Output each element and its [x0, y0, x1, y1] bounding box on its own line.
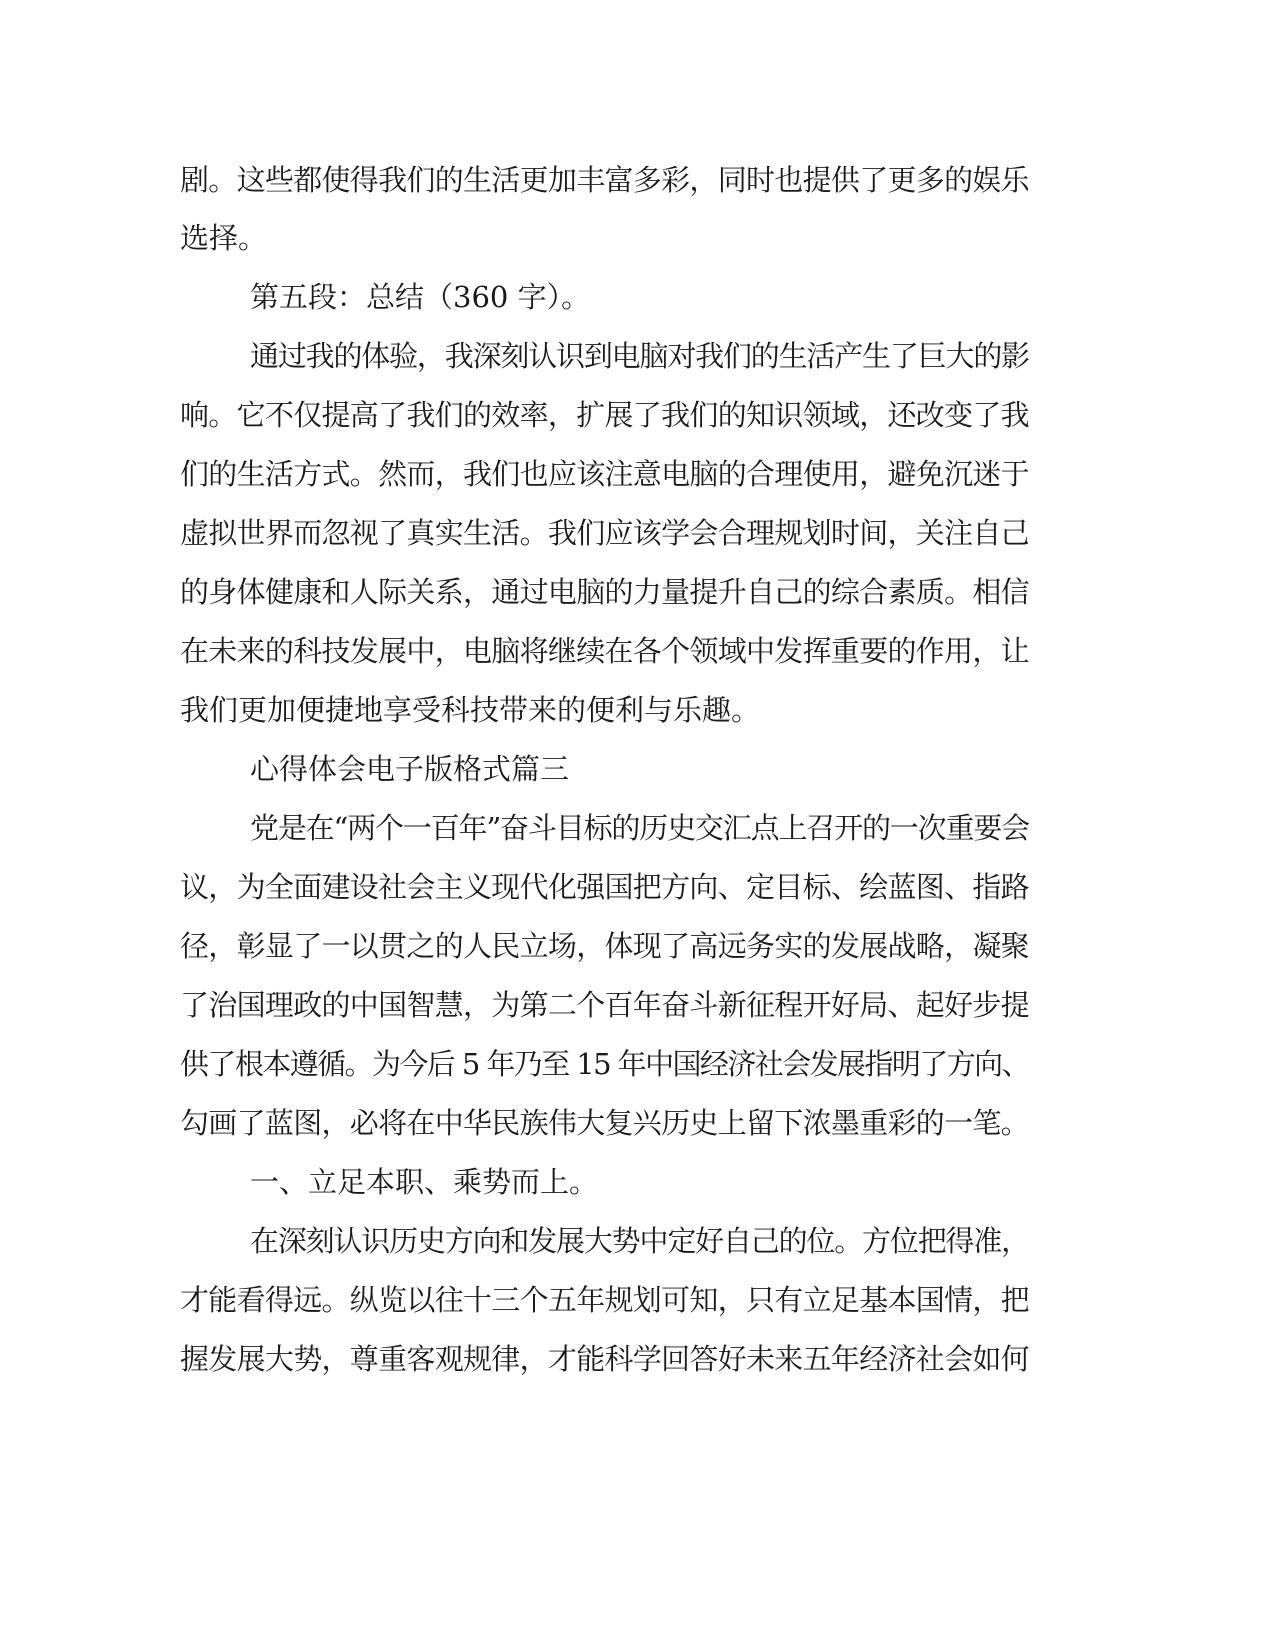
text-line: 在未来的科技发展中，电脑将继续在各个领域中发挥重要的作用，让	[180, 634, 1029, 668]
text-line: 的身体健康和人际关系，通过电脑的力量提升自己的综合素质。相信	[180, 575, 1029, 609]
text-line: 响。它不仅提高了我们的效率，扩展了我们的知识领域，还改变了我	[180, 398, 1029, 432]
text-line: 选择。	[180, 221, 268, 255]
section-heading: 一、立足本职、乘势而上。	[250, 1165, 599, 1199]
text-line: 了治国理政的中国智慧，为第二个百年奋斗新征程开好局、起好步提	[180, 988, 1029, 1022]
text-line: 议，为全面建设社会主义现代化强国把方向、定目标、绘蓝图、指路	[180, 870, 1029, 904]
text-line: 握发展大势，尊重客观规律，才能科学回答好未来五年经济社会如何	[180, 1342, 1029, 1376]
text-line: 们的生活方式。然而，我们也应该注意电脑的合理使用，避免沉迷于	[180, 457, 1029, 491]
text-line: 剧。这些都使得我们的生活更加丰富多彩，同时也提供了更多的娱乐	[180, 163, 1029, 197]
section-heading: 心得体会电子版格式篇三	[250, 752, 570, 786]
text-line: 党是在“两个一百年”奋斗目标的历史交汇点上召开的一次重要会	[250, 811, 1029, 845]
text-line: 虚拟世界而忽视了真实生活。我们应该学会合理规划时间，关注自己	[180, 516, 1029, 550]
section-heading: 第五段：总结（360 字）。	[250, 280, 591, 314]
text-line: 供了根本遵循。为今后 5 年乃至 15 年中国经济社会发展指明了方向、	[180, 1047, 1029, 1081]
text-line: 才能看得远。纵览以往十三个五年规划可知，只有立足基本国情，把	[180, 1283, 1029, 1317]
text-line: 在深刻认识历史方向和发展大势中定好自己的位。方位把得准，	[250, 1224, 1029, 1258]
text-line: 径，彰显了一以贯之的人民立场，体现了高远务实的发展战略，凝聚	[180, 929, 1029, 963]
text-line: 我们更加便捷地享受科技带来的便利与乐趣。	[180, 693, 761, 727]
text-line: 通过我的体验，我深刻认识到电脑对我们的生活产生了巨大的影	[250, 339, 1029, 373]
text-line: 勾画了蓝图，必将在中华民族伟大复兴历史上留下浓墨重彩的一笔。	[180, 1106, 1029, 1140]
